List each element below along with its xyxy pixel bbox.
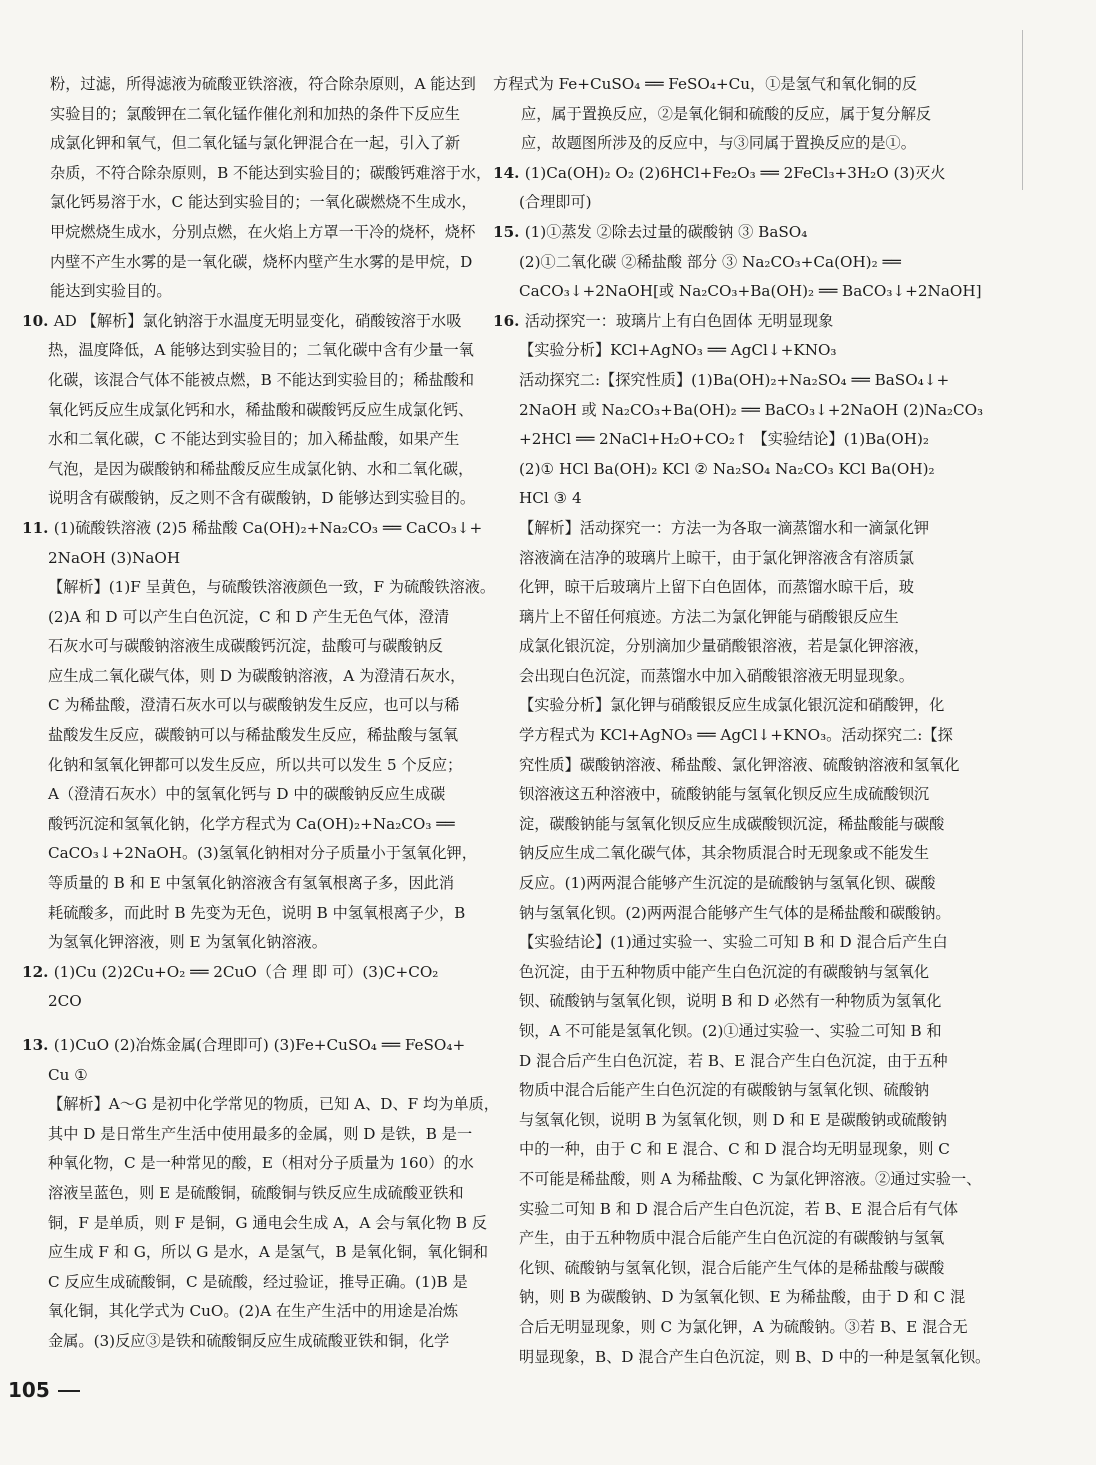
question-number: 15. (493, 222, 525, 241)
text-line: 种氧化物，C 是一种常见的酸，E（相对分子质量为 160）的水 (48, 1154, 474, 1173)
text-line: 钠反应生成二氧化碳气体，其余物质混合时无现象或不能发生 (519, 844, 930, 863)
text-line: 2NaOH (3)NaOH (48, 548, 181, 567)
text-line: 金属。(3)反应③是铁和硫酸铜反应生成硫酸亚铁和铜，化学 (48, 1331, 450, 1350)
text-line (493, 159, 946, 189)
text-line: 化钾，晾干后玻璃片上留下白色固体，而蒸馏水晾干后，玻 (519, 578, 914, 597)
text-line: 色沉淀，由于五种物质中能产生白色沉淀的有碳酸钠与氢氧化 (519, 962, 930, 981)
text-line: (2)A 和 D 可以产生白色沉淀，C 和 D 产生无色气体，澄清 (48, 607, 450, 626)
text-line: 氯化钙易溶于水，C 能达到实验目的；一氧化碳燃烧不生成水， (50, 193, 477, 212)
text-line (22, 514, 483, 544)
text-line: 化钡、硫酸钠与氢氧化钡，混合后能产生气体的是稀盐酸与碳酸 (519, 1258, 945, 1277)
text-line: 酸钙沉淀和氢氧化钠，化学方程式为 Ca(OH)₂+Na₂CO₃ ══ (48, 814, 455, 833)
text-line: 方程式为 Fe+CuSO₄ ══ FeSO₄+Cu，①是氢气和氧化铜的反 (493, 75, 918, 93)
text-line: 实验二可知 B 和 D 混合后产生白色沉淀，若 B、E 混合后有气体 (519, 1199, 959, 1218)
text-line: 会出现白色沉淀，而蒸馏水中加入硝酸银溶液无明显现象。 (519, 666, 914, 685)
text-line (493, 218, 933, 248)
text-line: 化钠和氢氧化钾都可以发生反应，所以共可以发生 5 个反应； (48, 755, 463, 774)
answer-item-q13 (22, 1031, 499, 1357)
text-line: 钡溶液这五种溶液中，硫酸钠能与氢氧化钡反应生成硫酸钡沉 (519, 785, 930, 804)
text-line: 应，故题图所涉及的反应中，与③同属于置换反应的是①。 (521, 134, 916, 153)
text-line (22, 958, 462, 988)
text-line: 与氢氧化钡，说明 B 为氢氧化钡，则 D 和 E 是碳酸钠或硫酸钠 (519, 1110, 947, 1129)
text-line: 水和二氧化碳，C 不能达到实验目的；加入稀盐酸，如果产生 (48, 430, 460, 449)
text-line: 不可能是稀盐酸，则 A 为稀盐酸、C 为氯化钾溶液。②通过实验一、 (519, 1169, 982, 1188)
text-line: 【实验结论】(1)通过实验一、实验二可知 B 和 D 混合后产生白 (519, 933, 948, 952)
text-line: 杂质，不符合除杂原则，B 不能达到实验目的；碳酸钙难溶于水， (50, 163, 492, 182)
text-line: 氧化铜，其化学式为 CuO。(2)A 在生产生活中的用途是冶炼 (48, 1302, 459, 1321)
answer-item-cont9 (22, 70, 492, 307)
answer-item-q11 (22, 514, 496, 958)
text-line-content: 活动探究一：玻璃片上有白色固体 无明显现象 (524, 311, 834, 330)
text-line-content: (1)硫酸铁溶液 (2)5 稀盐酸 Ca(OH)₂+Na₂CO₃ ══ CaCO₃↓+ (53, 518, 483, 537)
text-line: 究性质】碳酸钠溶液、稀盐酸、氯化钾溶液、硫酸钠溶液和氢氧化 (519, 755, 960, 774)
text-line: 【解析】A～G 是初中化学常见的物质，已知 A、D、F 均为单质， (48, 1095, 499, 1114)
text-line: 其中 D 是日常生产生活中使用最多的金属，则 D 是铁，B 是一 (48, 1124, 473, 1143)
text-line: C 反应生成硫酸铜，C 是硫酸，经过验证，推导正确。(1)B 是 (48, 1272, 468, 1291)
text-line: 等质量的 B 和 E 中氢氧化钠溶液含有氢氧根离子多，因此消 (48, 874, 455, 893)
text-line: 活动探究二:【探究性质】(1)Ba(OH)₂+Na₂SO₄ ══ BaSO₄↓+ (519, 370, 950, 389)
text-line: 应生成 F 和 G，所以 G 是水，A 是氢气，B 是氧化铜，氧化铜和 (48, 1243, 489, 1262)
text-line: 盐酸发生反应，碳酸钠可以与稀盐酸发生反应，稀盐酸与氢氧 (48, 726, 459, 745)
text-line: 化碳，该混合气体不能被点燃，B 不能达到实验目的；稀盐酸和 (48, 370, 475, 389)
text-line: 【解析】(1)F 呈黄色，与硫酸铁溶液颜色一致，F 为硫酸铁溶液。 (48, 578, 496, 597)
text-line-content: AD 【解析】氯化钠溶于水温度无明显变化，硝酸铵溶于水吸 (53, 311, 462, 330)
text-line: HCl ③ 4 (519, 489, 582, 508)
text-line-content: (1)Cu (2)2Cu+O₂ ══ 2CuO（合 理 即 可）(3)C+CO₂ (53, 962, 439, 981)
text-line: +2HCl ══ 2NaCl+H₂O+CO₂↑ 【实验结论】(1)Ba(OH)₂ (519, 430, 929, 449)
text-line: 中的一种，由于 C 和 E 混合、C 和 D 混合均无明显现象，则 C (519, 1140, 950, 1159)
text-line: 物质中混合后能产生白色沉淀的有碳酸钠与氢氧化钡、硫酸钠 (519, 1081, 930, 1100)
text-line: 合后无明显现象，则 C 为氯化钾，A 为硫酸钠。③若 B、E 混合无 (519, 1317, 968, 1336)
text-line: 【解析】活动探究一：方法一为各取一滴蒸馏水和一滴氯化钾 (519, 518, 930, 537)
text-line: 热，温度降低，A 能够达到实验目的；二氧化碳中含有少量一氧 (48, 341, 474, 360)
text-line: 说明含有碳酸钠，反之则不含有碳酸钠，D 能够达到实验目的。 (48, 489, 476, 508)
text-line: 内壁不产生水雾的是一氧化碳，烧杯内壁产生水雾的是甲烷，D (50, 252, 473, 271)
text-line: 淀，碳酸钠能与氢氧化钡反应生成碳酸钡沉淀，稀盐酸能与碳酸 (519, 814, 945, 833)
text-line: 实验目的；氯酸钾在二氧化锰作催化剂和加热的条件下反应生 (50, 104, 461, 123)
text-line: 为氢氧化钾溶液，则 E 为氢氧化钠溶液。 (48, 933, 327, 952)
text-line: 石灰水可与碳酸钠溶液生成碳酸钙沉淀，盐酸可与碳酸钠反 (48, 637, 443, 656)
answer-item-q16 (493, 307, 991, 1372)
text-line: 溶液呈蓝色，则 E 是硫酸铜，硫酸铜与铁反应生成硫酸亚铁和 (48, 1183, 464, 1202)
text-line: 反应。(1)两两混合能够产生沉淀的是硫酸钠与氢氧化钡、碳酸 (519, 874, 936, 893)
question-number: 11. (22, 518, 54, 537)
text-line-content: (1)CuO (2)冶炼金属(合理即可) (3)Fe+CuSO₄ ══ FeSO₄+ (53, 1036, 466, 1054)
answer-item-q10 (22, 307, 476, 514)
text-line: 应生成二氧化碳气体，则 D 为碳酸钠溶液，A 为澄清石灰水， (48, 666, 466, 685)
text-line: 粉，过滤，所得滤液为硫酸亚铁溶液，符合除杂原则，A 能达到 (50, 75, 476, 93)
text-line: 应，属于置换反应，②是氧化铜和硫酸的反应，属于复分解反 (521, 104, 932, 123)
text-line: 氧化钙反应生成氯化钙和水，稀盐酸和碳酸钙反应生成氯化钙、 (48, 400, 474, 419)
text-line: 溶液滴在洁净的玻璃片上晾干，由于氯化钾溶液含有溶质氯 (519, 548, 914, 567)
text-line: 钠与氢氧化钡。(2)两两混合能够产生气体的是稀盐酸和碳酸钠。 (519, 903, 951, 922)
question-number: 13. (22, 1036, 54, 1054)
text-line: 铜，F 是单质，则 F 是铜，G 通电会生成 A，A 会与氧化物 B 反 (48, 1213, 488, 1232)
text-line: D 混合后产生白色沉淀，若 B、E 混合产生白色沉淀，由于五种 (519, 1051, 948, 1070)
text-line: 成氯化钾和氧气，但二氧化锰与氯化钾混合在一起，引入了新 (50, 134, 461, 153)
text-line: CaCO₃↓+2NaOH[或 Na₂CO₃+Ba(OH)₂ ══ BaCO₃↓+2NaOH] (519, 282, 982, 301)
margin-rule (1022, 30, 1023, 190)
page-number-dash (58, 1390, 80, 1392)
text-line: (2)①二氧化碳 ②稀盐酸 部分 ③ Na₂CO₃+Ca(OH)₂ ══ (519, 252, 901, 271)
text-line: 成氯化银沉淀，分别滴加少量硝酸银溶液，若是氯化钾溶液， (519, 637, 930, 656)
text-line: 2CO (48, 992, 82, 1011)
text-line (22, 1031, 466, 1061)
text-line: Cu ① (48, 1065, 88, 1084)
text-line: 气泡，是因为碳酸钠和稀盐酸反应生成氯化钠、水和二氧化碳， (48, 459, 474, 478)
text-line: 明显现象，B、D 混合产生白色沉淀，则 B、D 中的一种是氢氧化钡。 (519, 1347, 991, 1366)
text-line: 产生，由于五种物质中混合后能产生白色沉淀的有碳酸钠与氢氧 (519, 1229, 945, 1248)
text-line: (2)① HCl Ba(OH)₂ KCl ② Na₂SO₄ Na₂CO₃ KCl Ba(OH)₂ (519, 459, 935, 478)
answer-item-cont13 (493, 70, 933, 159)
text-line: 耗硫酸多，而此时 B 先变为无色，说明 B 中氢氧根离子少，B (48, 903, 466, 922)
text-line: 甲烷燃烧生成水，分别点燃，在火焰上方罩一干冷的烧杯，烧杯 (50, 222, 476, 241)
question-number: 12. (22, 962, 54, 981)
text-line: (合理即可) (519, 193, 592, 212)
right-column (493, 70, 991, 1372)
text-line: 钠，则 B 为碳酸钠、D 为氢氧化钡、E 为稀盐酸，由于 D 和 C 混 (519, 1288, 966, 1307)
text-line: A（澄清石灰水）中的氢氧化钙与 D 中的碳酸钠反应生成碳 (48, 785, 446, 804)
text-line-content: (1)Ca(OH)₂ O₂ (2)6HCl+Fe₂O₃ ══ 2FeCl₃+3H₂O (3)灭火 (524, 163, 946, 182)
text-line: 璃片上不留任何痕迹。方法二为氯化钾能与硝酸银反应生 (519, 607, 899, 626)
left-column (22, 70, 499, 1357)
question-number: 14. (493, 163, 525, 182)
answer-item-q12 (22, 958, 462, 1017)
text-line: 【实验分析】KCl+AgNO₃ ══ AgCl↓+KNO₃ (519, 341, 837, 360)
text-line: 学方程式为 KCl+AgNO₃ ══ AgCl↓+KNO₃。活动探究二:【探 (519, 726, 953, 745)
text-line (493, 307, 933, 337)
question-number: 16. (493, 311, 525, 330)
text-line: CaCO₃↓+2NaOH。(3)氢氧化钠相对分子质量小于氢氧化钾， (48, 844, 477, 863)
answer-item-q15 (493, 218, 982, 307)
text-line: 钡，A 不可能是氢氧化钡。(2)①通过实验一、实验二可知 B 和 (519, 1022, 942, 1040)
text-line: 能达到实验目的。 (50, 282, 172, 301)
text-line: C 为稀盐酸，澄清石灰水可以与碳酸钠发生反应，也可以与稀 (48, 696, 460, 715)
text-line: 【实验分析】氯化钾与硝酸银反应生成氯化银沉淀和硝酸钾，化 (519, 696, 945, 715)
text-line: 2NaOH 或 Na₂CO₃+Ba(OH)₂ ══ BaCO₃↓+2NaOH (2)Na₂CO₃ (519, 400, 984, 419)
text-line (22, 307, 462, 337)
question-number: 10. (22, 311, 54, 330)
page-number: 105 (8, 1378, 50, 1402)
text-line-content: (1)①蒸发 ②除去过量的碳酸钠 ③ BaSO₄ (524, 222, 808, 241)
text-line: 钡、硫酸钠与氢氧化钡，说明 B 和 D 必然有一种物质为氢氧化 (519, 992, 942, 1011)
answer-item-q14 (493, 159, 946, 218)
